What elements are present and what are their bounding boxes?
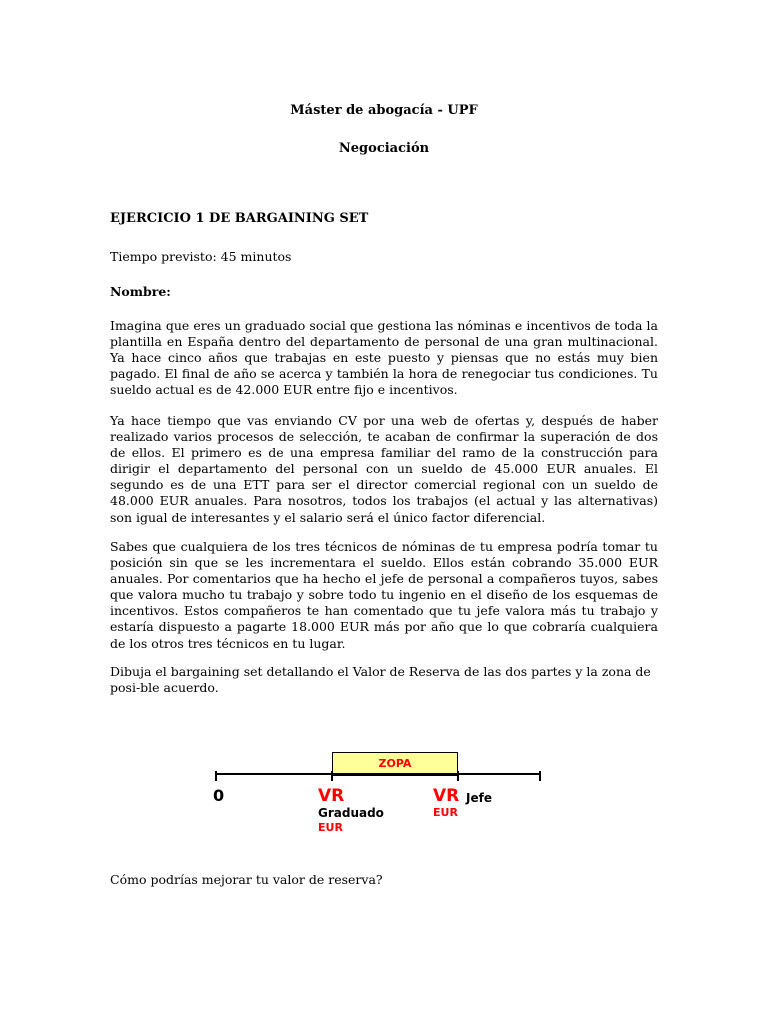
- vr-jefe-label: VR: [433, 786, 460, 806]
- paragraph-instruction: Dibuja el bargaining set detallando el Valor de Reserva de las dos partes y la zona de posi-ble acuerdo.: [110, 664, 651, 696]
- question-text: Cómo podrías mejorar tu valor de reserva?: [110, 872, 383, 887]
- time-estimate: Tiempo previsto: 45 minutos: [110, 249, 292, 264]
- axis-tick-zero: [215, 771, 217, 781]
- name-label: Nombre:: [110, 284, 171, 299]
- axis-line: [216, 773, 541, 775]
- axis-tick-end: [539, 771, 541, 781]
- axis-tick-vr-graduado: [331, 771, 333, 781]
- document-title: Máster de abogacía - UPF: [290, 103, 478, 118]
- axis-zero-label: 0: [213, 786, 225, 805]
- document-subtitle: Negociación: [338, 141, 430, 156]
- vr-graduado-sub: Graduado: [318, 806, 384, 820]
- zopa-label: ZOPA: [378, 757, 412, 770]
- vr-graduado-label: VR: [318, 786, 345, 806]
- vr-graduado-unit: EUR: [318, 821, 343, 834]
- paragraph-offers: Ya hace tiempo que vas enviando CV por una web de ofertas y, después de haber realizado varios procesos de selección, te acaban de confirmar la superación de dos de ellos. El primero es de una empresa familiar del ramo de la construcción para dirigir el departamento del personal con un sueldo de 45.000 EUR anuales. El segundo es de una ETT para ser el director comercial regional con un sueldo de 48.000 EUR anuales. Para nosotros, todos los trabajos (el actual y las alternativas) son igual de interesantes y el salario será el único factor diferencial.: [110, 413, 658, 525]
- paragraph-boss-valuation: Sabes que cualquiera de los tres técnicos de nóminas de tu empresa podría tomar tu posición sin que se les incrementara el sueldo. Ellos están cobrando 35.000 EUR anuales. Por comentarios que ha hecho el jefe de personal a compañeros tuyos, sabes que valora mucho tu trabajo y sobre todo tu ingenio en el diseño de los esquemas de incentivos. Estos compañeros te han comentado que tu jefe valora más tu trabajo y estaría dispuesto a pagarte 18.000 EUR más por año que lo que cobraría cualquiera de los otros tres técnicos en tu lugar.: [110, 539, 658, 651]
- exercise-heading: EJERCICIO 1 DE BARGAINING SET: [110, 211, 369, 226]
- vr-jefe-sub: Jefe: [466, 791, 492, 805]
- vr-jefe-unit: EUR: [433, 806, 458, 819]
- axis-tick-vr-jefe: [457, 771, 459, 781]
- paragraph-situation: Imagina que eres un graduado social que gestiona las nóminas e incentivos de toda la plantilla en España dentro del departamento de personal de una gran multinacional. Ya hace cinco años que trabajas en este puesto y piensas que no estás muy bien pagado. El final de año se acerca y también la hora de renegociar tus condiciones. Tu sueldo actual es de 42.000 EUR entre fijo e incentivos.: [110, 318, 658, 398]
